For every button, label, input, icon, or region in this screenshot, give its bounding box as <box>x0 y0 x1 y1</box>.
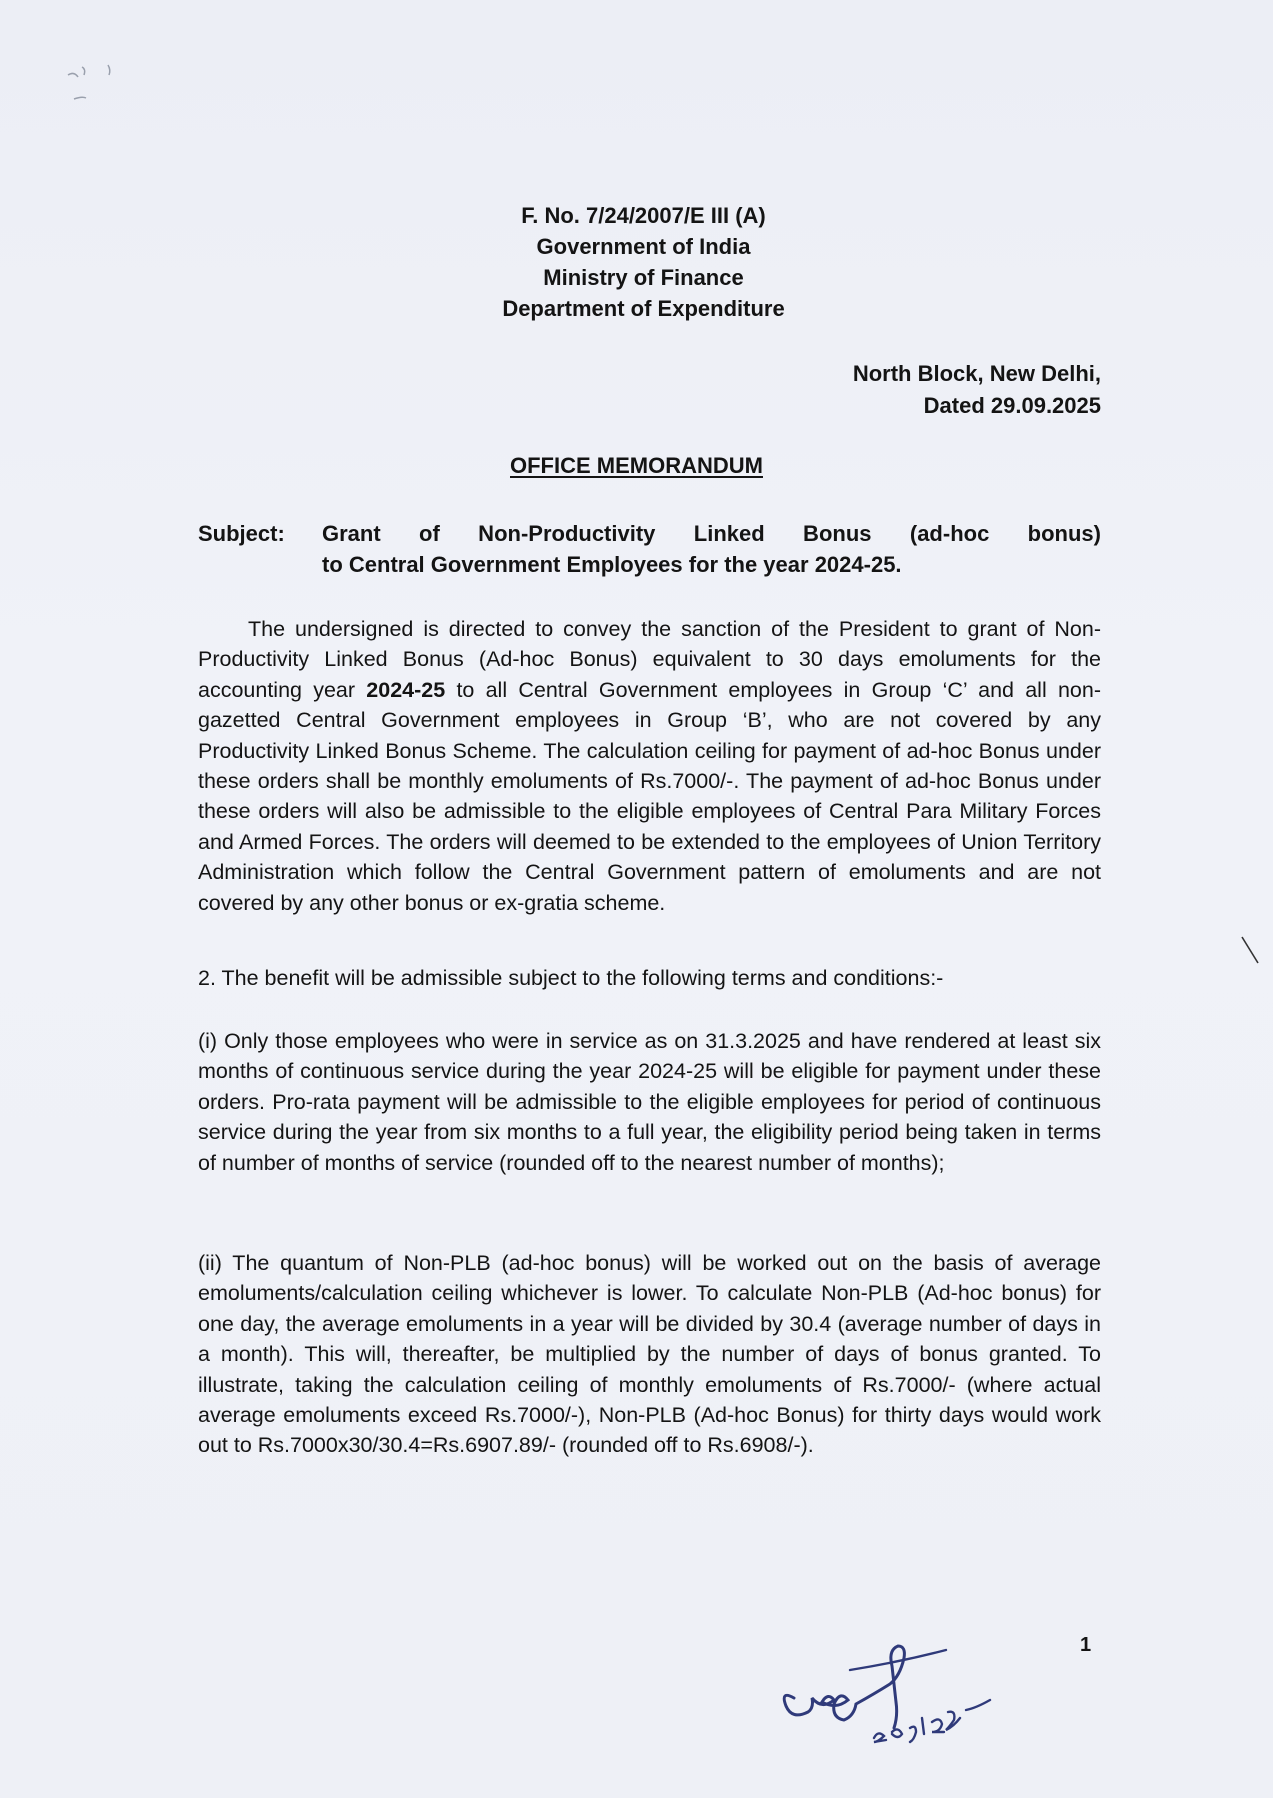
page-number: 1 <box>1080 1634 1092 1656</box>
scan-artifact-icon <box>60 55 130 115</box>
memo-date: Dated 29.09.2025 <box>923 393 1101 418</box>
paragraph-terms-intro: 2. The benefit will be admissible subject to the following terms and conditions:- <box>198 966 944 990</box>
paragraph-sanction <box>198 614 1101 918</box>
subject-line-1: Grant of Non-Productivity Linked Bonus (ad-hoc bonus) <box>322 521 1101 546</box>
file-number: F. No. 7/24/2007/E III (A) <box>521 203 766 228</box>
condition-ii: (ii) The quantum of Non-PLB (ad-hoc bonus) will be worked out on the basis of average emoluments/calculation ceiling whichever is lower. To calculate Non-PLB (Ad-hoc bonus) for one day, the average emoluments in a year will be divided by 30.4 (average number of days in a month). This will, thereafter, be multiplied by the number of days of bonus granted. To illustrate, taking the calculation ceiling of monthly emoluments of Rs.7000/- (where actual average emoluments exceed Rs.7000/-), Non-PLB (Ad-hoc Bonus) for thirty days would work out to Rs.7000x30/30.4=Rs.6907.89/- (rounded off to Rs.6908/-). <box>198 1251 1101 1458</box>
memo-header <box>0 200 1273 324</box>
condition-i: (i) Only those employees who were in service as on 31.3.2025 and have rendered at least six months of continuous service during the year 2024-25 will be eligible for payment under these orders. Pro-rata payment will be admissible to the eligible employees for period of continuous service during the year from six months to a full year, the eligibility period being taken in terms of number of months of service (rounded off to the nearest number of months); <box>198 1029 1101 1175</box>
government-line: Government of India <box>536 234 751 259</box>
margin-tick-icon <box>1238 933 1268 983</box>
place-and-date <box>853 358 1101 422</box>
memo-title: OFFICE MEMORANDUM <box>510 453 763 478</box>
ministry-line: Ministry of Finance <box>543 265 744 290</box>
department-line: Department of Expenditure <box>502 296 785 321</box>
paragraph-sanction-part-2: to all Central Government employees in Group ‘C’ and all non-gazetted Central Government employees in Group ‘B’, who are not covered by any Productivity Linked Bonus Scheme. The calculation ceiling for payment of ad-hoc Bonus under these orders shall be monthly emoluments of Rs.7000/-. The payment of ad-hoc Bonus under these orders will also be admissible to the eligible employees of Central Para Military Forces and Armed Forces. The orders will deemed to be extended to the employees of Union Territory Administration which follow the Central Government pattern of emoluments and are not covered by any other bonus or ex-gratia scheme. <box>198 677 1102 915</box>
location: North Block, New Delhi, <box>852 361 1101 386</box>
subject-label: Subject: <box>198 521 285 546</box>
accounting-year: 2024-25 <box>366 677 446 702</box>
handwritten-signature <box>770 1600 1050 1760</box>
subject-line-2: to Central Government Employees for the year 2024-25. <box>322 552 902 577</box>
paragraph-sanction-part-1: The undersigned is directed to convey the sanction of the President to grant of Non-Productivity Linked Bonus (Ad-hoc Bonus) equivalent to 30 days emoluments for the accounting year <box>198 617 1101 702</box>
